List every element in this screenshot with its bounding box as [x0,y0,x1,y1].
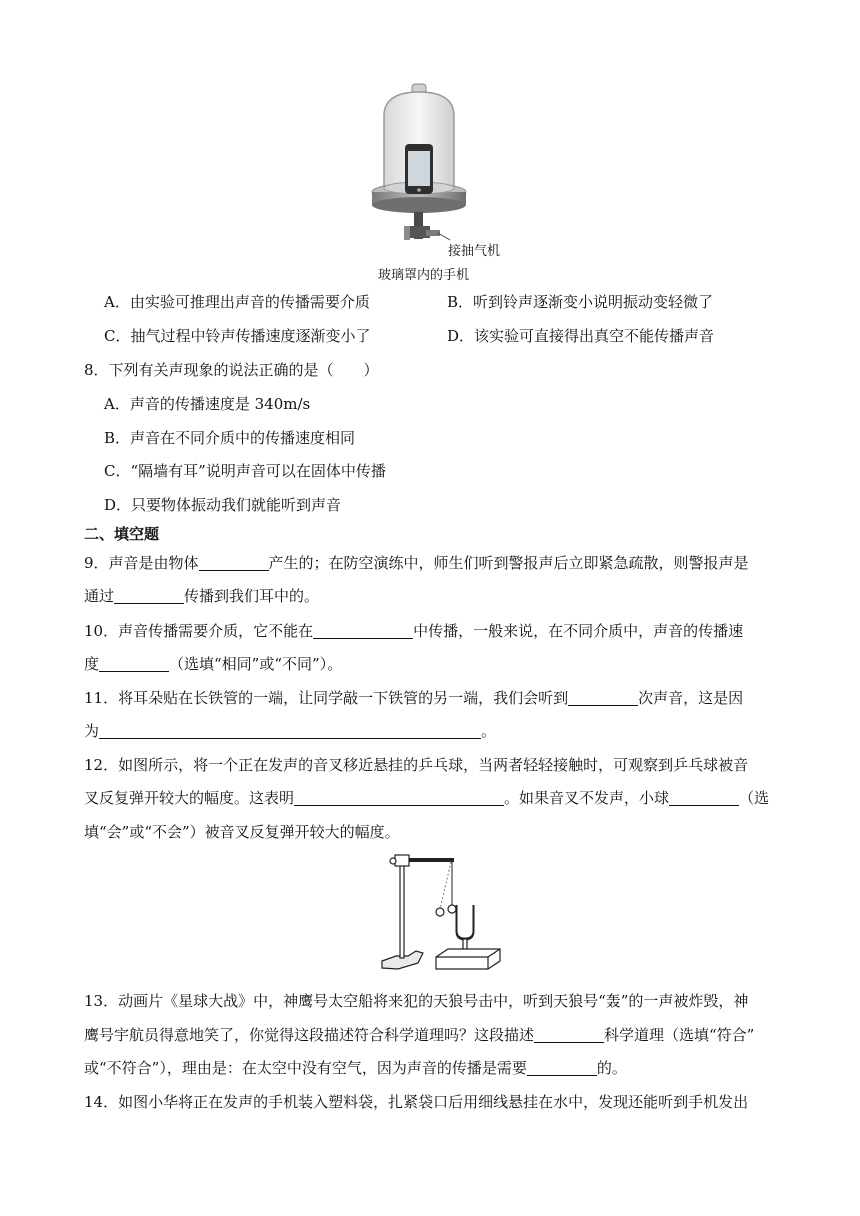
q11-text-4: 。 [481,722,497,740]
q10-line-2 [84,654,342,674]
q10-blank-1[interactable] [313,622,413,639]
q10-text-2: 中传播，一般来说，在不同介质中，声音的传播速 [413,622,744,640]
q10-blank-2[interactable] [99,655,169,672]
q13-text-5: 的。 [596,1059,627,1077]
q8-option-b: B．声音在不同介质中的传播速度相同 [104,429,356,447]
q13-line-3 [84,1058,627,1078]
section-title: 二、填空题 [84,525,160,543]
q11-text-3: 为 [84,722,100,740]
q8-stem: 8．下列有关声现象的说法正确的是（ ） [84,361,379,379]
q11-text-2: 次声音，这是因 [638,689,744,707]
q12-blank-1[interactable] [294,789,504,806]
q13-blank-1[interactable] [534,1026,604,1043]
q9-line-1 [84,553,749,573]
q12-text-4: （选 [739,789,770,807]
q11-text-1: 11．将耳朵贴在长铁管的一端，让同学敲一下铁管的另一端，我们会听到 [84,689,569,707]
q7-option-d: D．该实验可直接得出真空不能传播声音 [447,327,715,345]
q9-text-2: 产生的；在防空演练中，师生们听到警报声后立即紧急疏散，则警报声是 [268,554,749,572]
q7-option-a: A．由实验可推理出声音的传播需要介质 [104,293,370,311]
q10-line-1 [84,621,743,641]
q11-line-1 [84,688,743,708]
q12-line-2 [84,788,769,808]
q12-blank-2[interactable] [669,789,739,806]
q12-text-2: 叉反复弹开较大的幅度。这表明 [84,789,295,807]
tuning-fork-illustration [378,853,503,975]
bell-jar-figure [360,80,520,285]
q9-text-1: 9．声音是由物体 [84,554,199,572]
q8-option-c: C．“隔墙有耳”说明声音可以在固体中传播 [104,462,386,480]
q12-line-1: 12．如图所示，将一个正在发声的音叉移近悬挂的乒乓球，当两者轻轻接触时，可观察到乒乓球被音 [84,756,749,774]
q12-text-3: 。如果音叉不发声，小球 [504,789,670,807]
q10-text-1: 10．声音传播需要介质，它不能在 [84,622,314,640]
q7-option-c: C．抽气过程中铃声传播速度逐渐变小了 [104,327,371,345]
q13-line-1: 13．动画片《星球大战》中，神鹰号太空船将来犯的天狼号击中，听到天狼号“轰”的一声被炸毁，神 [84,992,749,1010]
q7-option-b: B．听到铃声逐渐变小说明振动变轻微了 [447,293,714,311]
q13-blank-2[interactable] [527,1059,597,1076]
tuning-fork-figure [378,853,503,975]
q10-text-3: 度 [84,655,100,673]
q10-text-4: （选填“相同”或“不同”）。 [169,655,343,673]
q12-line-3: 填“会”或“不会”）被音叉反复弹开较大的幅度。 [84,823,400,841]
q11-blank-2[interactable] [99,722,481,739]
q9-text-4: 传播到我们耳中的。 [184,587,320,605]
q8-option-a: A．声音的传播速度是 340m/s [104,395,311,413]
figure-caption: 玻璃罩内的手机 [378,268,470,283]
q9-text-3: 通过 [84,587,115,605]
q14-line-1: 14．如图小华将正在发声的手机装入塑料袋，扎紧袋口后用细线悬挂在水中，发现还能听到手机发出 [84,1093,749,1111]
q11-blank-1[interactable] [568,689,638,706]
pump-label: 接抽气机 [448,244,501,259]
q8-option-d: D．只要物体振动我们就能听到声音 [104,496,342,514]
q13-line-2 [84,1025,754,1045]
q13-text-3: 科学道理（选填“符合” [604,1026,755,1044]
q9-blank-1[interactable] [199,554,269,571]
bell-jar-illustration [360,80,520,255]
q9-blank-2[interactable] [114,587,184,604]
q13-text-2: 鹰号宇航员得意地笑了，你觉得这段描述符合科学道理吗？这段描述 [84,1026,535,1044]
q11-line-2 [84,721,496,741]
q13-text-4: 或“不符合”），理由是：在太空中没有空气，因为声音的传播是需要 [84,1059,527,1077]
q9-line-2 [84,586,319,606]
